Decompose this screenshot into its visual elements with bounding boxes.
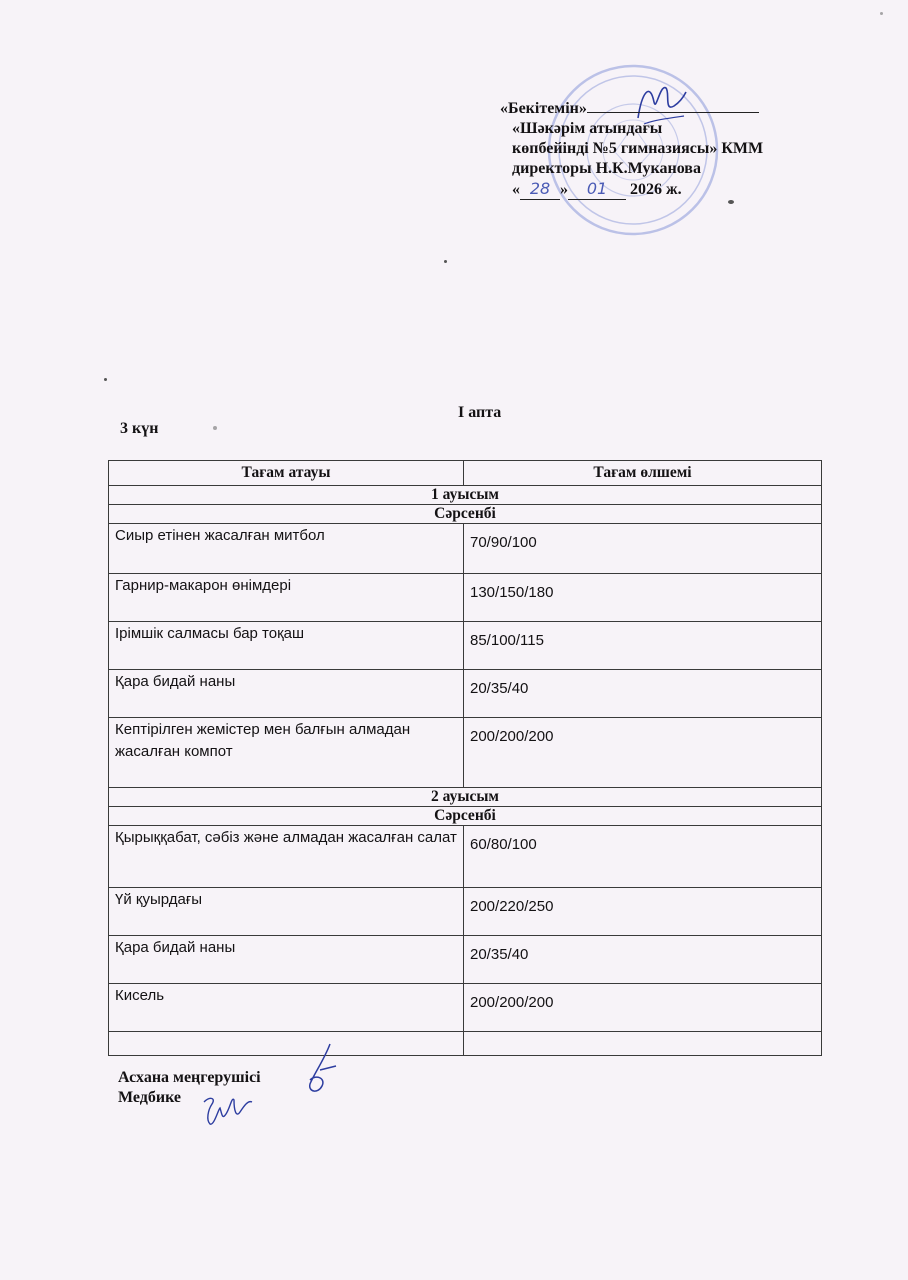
table-row	[109, 524, 822, 574]
day-row	[109, 807, 822, 826]
approval-school-line2: көпбейінді №5 гимназиясы» КММ	[512, 140, 764, 157]
dish-name: Қара бидай наны	[109, 670, 464, 718]
dish-size: 60/80/100	[464, 826, 822, 888]
dish-size: 20/35/40	[464, 936, 822, 984]
column-header-name: Тағам атауы	[109, 461, 464, 486]
dish-name: Гарнир-макарон өнімдері	[109, 574, 464, 622]
approval-date-month: 01	[568, 179, 626, 200]
scan-speck	[880, 12, 883, 15]
table-header-row	[109, 461, 822, 486]
menu-table	[108, 460, 822, 1056]
dish-size: 200/220/250	[464, 888, 822, 936]
dish-name: Ірімшік салмасы бар тоқаш	[109, 622, 464, 670]
dish-size: 70/90/100	[464, 524, 822, 574]
scan-speck	[104, 378, 107, 381]
dish-size: 85/100/115	[464, 622, 822, 670]
shift1-label: 1 ауысым	[109, 486, 822, 505]
day-row	[109, 505, 822, 524]
empty-cell	[109, 1032, 464, 1056]
head-of-canteen-label: Асхана меңгерушісі	[118, 1069, 261, 1086]
approval-date-day: 28	[520, 179, 560, 200]
shift1-day-label: Сәрсенбі	[109, 505, 822, 524]
table-row	[109, 574, 822, 622]
shift-row	[109, 788, 822, 807]
dish-size: 200/200/200	[464, 718, 822, 788]
dish-name: Қара бидай наны	[109, 936, 464, 984]
table-row	[109, 826, 822, 888]
approval-director: директоры Н.К.Муканова	[512, 160, 701, 177]
dish-size: 20/35/40	[464, 670, 822, 718]
empty-cell	[464, 1032, 822, 1056]
table-row	[109, 984, 822, 1032]
table-row	[109, 888, 822, 936]
dish-name: Сиыр етінен жасалған митбол	[109, 524, 464, 574]
approval-signature-line	[587, 98, 759, 113]
dish-name: Үй қуырдағы	[109, 888, 464, 936]
table-row	[109, 718, 822, 788]
day-heading: 3 күн	[120, 420, 159, 437]
nurse-label: Медбике	[118, 1089, 182, 1106]
table-row	[109, 936, 822, 984]
scan-speck	[728, 200, 734, 204]
shift-row	[109, 486, 822, 505]
dish-name: Кисель	[109, 984, 464, 1032]
dish-name: Қырыққабат, сәбіз және алмадан жасалған салат	[109, 826, 464, 888]
approval-block	[498, 98, 818, 200]
approval-school-line1: «Шәкәрім атындағы	[512, 120, 663, 137]
table-row-empty	[109, 1032, 822, 1056]
scan-speck	[213, 426, 217, 430]
column-header-size: Тағам өлшемі	[464, 461, 822, 486]
dish-size: 200/200/200	[464, 984, 822, 1032]
approval-title: «Бекітемін»	[500, 100, 587, 117]
table-row	[109, 622, 822, 670]
canteen-head-signature	[300, 1040, 346, 1100]
dish-name: Кептірілген жемістер мен балғын алмадан жасалған компот	[109, 718, 464, 788]
shift2-day-label: Сәрсенбі	[109, 807, 822, 826]
table-row	[109, 670, 822, 718]
approval-date-year: 2026 ж.	[630, 181, 682, 198]
shift2-label: 2 ауысым	[109, 788, 822, 807]
nurse-signature	[200, 1090, 254, 1130]
approval-date: « 28 » 01 2026 ж.	[512, 179, 682, 198]
week-heading: I апта	[458, 404, 502, 421]
scan-speck	[444, 260, 447, 263]
dish-size: 130/150/180	[464, 574, 822, 622]
